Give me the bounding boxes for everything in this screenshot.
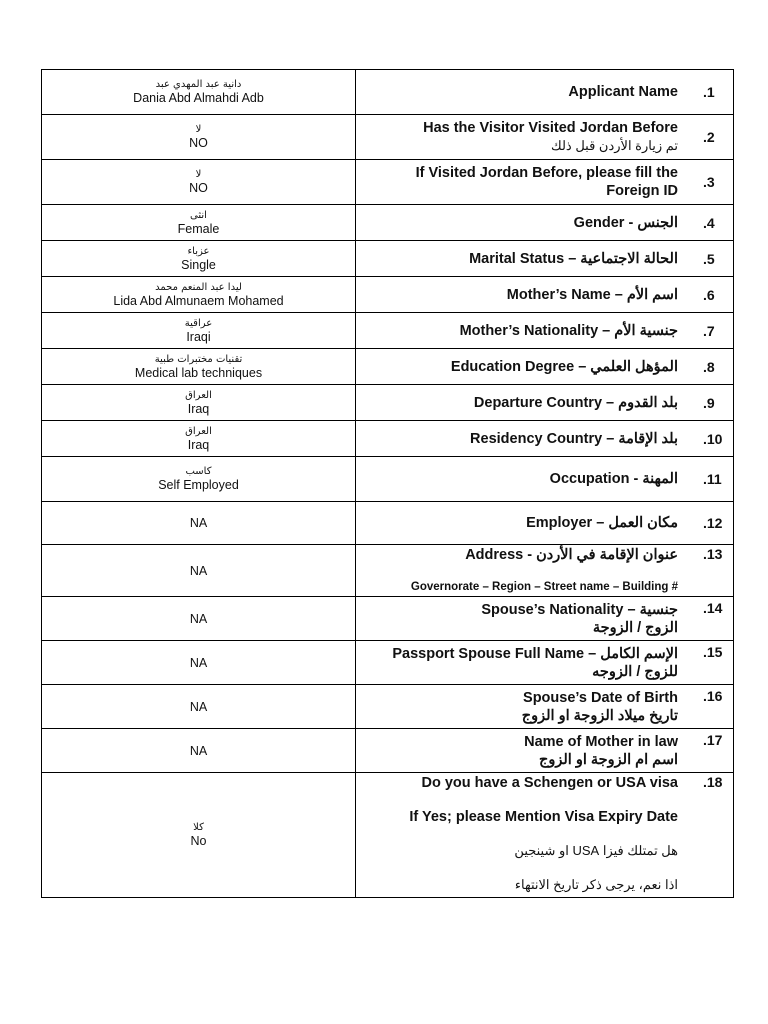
answer-value: NA xyxy=(189,699,208,714)
question-text-line-1: Do you have a Schengen or USA visa xyxy=(421,775,678,791)
question-text-line-2: الزوج / الزوجة xyxy=(592,619,678,636)
question-text-line-1: Spouse’s Date of Birth xyxy=(523,689,678,706)
question-cell xyxy=(356,385,734,421)
form-row-8 xyxy=(42,349,734,385)
answer-cell xyxy=(42,349,356,385)
form-row-15 xyxy=(42,641,734,685)
question-cell xyxy=(356,641,734,685)
form-row-18 xyxy=(42,773,734,898)
question-text: مكان العمل – Employer xyxy=(526,515,678,531)
question-cell xyxy=(356,421,734,457)
question-number: .17 xyxy=(703,732,723,748)
answer-value: NA xyxy=(189,563,208,578)
question-subtext: Governorate – Region – Street name – Building # xyxy=(410,581,678,593)
question-number: .18 xyxy=(703,774,723,790)
answer-english: Self Employed xyxy=(158,478,239,492)
question-text: الجنس - Gender xyxy=(573,214,678,231)
answer-value: NA xyxy=(189,516,208,530)
answer-cell xyxy=(42,597,356,641)
question-text: بلد القدوم – Departure Country xyxy=(473,394,678,411)
question-number: .6 xyxy=(703,286,715,303)
question-number: .8 xyxy=(703,358,715,375)
question-number: .14 xyxy=(703,600,723,616)
answer-value: NA xyxy=(189,611,208,626)
answer-arabic: ليدا عبد المنعم محمد xyxy=(155,281,242,293)
form-row-1 xyxy=(42,70,734,115)
question-cell xyxy=(356,545,734,597)
answer-cell xyxy=(42,421,356,457)
answer-arabic: لا xyxy=(195,124,202,135)
form-row-7 xyxy=(42,313,734,349)
answer-english: Medical lab techniques xyxy=(134,365,263,380)
answer-english: Dania Abd Almahdi Adb xyxy=(133,91,264,105)
question-text-line-2: اسم ام الزوجة او الزوج xyxy=(539,751,678,768)
answer-english: Female xyxy=(177,221,220,236)
answer-arabic: دانية عبد المهدي عبد xyxy=(155,79,242,90)
question-cell xyxy=(356,773,734,898)
question-text-arabic: تم زيارة الأردن قبل ذلك xyxy=(551,138,678,153)
question-cell xyxy=(356,457,734,502)
question-cell xyxy=(356,205,734,241)
question-cell xyxy=(356,349,734,385)
answer-arabic: تقنيات مختبرات طبية xyxy=(154,353,243,365)
answer-value: NA xyxy=(189,655,208,670)
form-row-16 xyxy=(42,685,734,729)
answer-arabic: العراق xyxy=(185,425,212,437)
form-row-5 xyxy=(42,241,734,277)
form-row-14 xyxy=(42,597,734,641)
form-row-6 xyxy=(42,277,734,313)
question-text-line-3: هل تمتلك فيزا USA او شينجين xyxy=(514,843,678,858)
answer-arabic: عزباء xyxy=(187,245,210,257)
question-cell xyxy=(356,502,734,545)
answer-english: Iraq xyxy=(187,401,210,416)
question-cell xyxy=(356,313,734,349)
question-text: بلد الإقامة – Residency Country xyxy=(470,430,678,447)
answer-cell xyxy=(42,385,356,421)
question-cell xyxy=(356,70,734,115)
answer-cell xyxy=(42,70,356,115)
answer-cell xyxy=(42,160,356,205)
form-row-13 xyxy=(42,545,734,597)
form-row-9 xyxy=(42,385,734,421)
question-number: .11 xyxy=(703,471,722,487)
question-text: اسم الأم – Mother’s Name xyxy=(506,286,678,303)
answer-cell xyxy=(42,205,356,241)
answer-cell xyxy=(42,685,356,729)
question-text-line-2: If Yes; please Mention Visa Expiry Date xyxy=(409,809,678,825)
answer-english: NO xyxy=(189,181,208,195)
answer-english: No xyxy=(190,834,207,848)
question-number: .2 xyxy=(703,129,715,145)
question-number: .13 xyxy=(703,546,723,562)
answer-cell xyxy=(42,457,356,502)
answer-cell xyxy=(42,277,356,313)
form-row-4 xyxy=(42,205,734,241)
question-text: Has the Visitor Visited Jordan Before xyxy=(423,120,678,136)
answer-cell xyxy=(42,729,356,773)
question-cell xyxy=(356,160,734,205)
answer-english: Iraqi xyxy=(186,329,211,344)
answer-cell xyxy=(42,641,356,685)
form-row-10 xyxy=(42,421,734,457)
form-row-11 xyxy=(42,457,734,502)
question-text-line-1: If Visited Jordan Before, please fill the xyxy=(415,165,678,181)
question-text: الحالة الاجتماعية – Marital Status xyxy=(469,250,678,267)
question-cell xyxy=(356,115,734,160)
question-text: المهنة - Occupation xyxy=(549,471,678,487)
answer-english: NO xyxy=(189,136,208,150)
question-cell xyxy=(356,685,734,729)
answer-cell xyxy=(42,545,356,597)
answer-cell xyxy=(42,773,356,898)
question-cell xyxy=(356,277,734,313)
question-text: جنسية الأم – Mother’s Nationality xyxy=(459,322,678,339)
answer-english: Iraq xyxy=(187,437,210,452)
answer-arabic: كاسب xyxy=(185,466,212,477)
question-text-line-4: اذا نعم، يرجى ذكر تاريخ الانتهاء xyxy=(514,877,678,892)
question-number: .12 xyxy=(703,515,723,531)
question-text-line-1: جنسية – Spouse’s Nationality xyxy=(481,601,678,618)
question-number: .4 xyxy=(703,214,715,231)
question-cell xyxy=(356,597,734,641)
answer-arabic: لا xyxy=(195,169,202,180)
form-row-17 xyxy=(42,729,734,773)
answer-arabic: انثى xyxy=(190,209,207,221)
question-number: .9 xyxy=(703,394,715,411)
application-form-table xyxy=(41,69,734,898)
question-number: .16 xyxy=(703,688,723,704)
answer-english: Lida Abd Almunaem Mohamed xyxy=(113,293,284,308)
question-cell xyxy=(356,729,734,773)
question-text-line-2: Foreign ID xyxy=(606,183,678,199)
question-text-line-2: للزوج / الزوجه xyxy=(592,663,678,680)
question-number: .3 xyxy=(703,174,715,190)
question-number: .1 xyxy=(703,84,715,100)
question-text: المؤهل العلمي – Education Degree xyxy=(450,358,678,375)
question-text-line-1: Name of Mother in law xyxy=(524,733,678,750)
answer-cell xyxy=(42,313,356,349)
answer-cell xyxy=(42,502,356,545)
answer-arabic: عراقية xyxy=(184,317,213,329)
answer-arabic: كلا xyxy=(193,822,204,833)
question-cell xyxy=(356,241,734,277)
answer-cell xyxy=(42,115,356,160)
question-number: .7 xyxy=(703,322,715,339)
form-row-12 xyxy=(42,502,734,545)
question-text: Applicant Name xyxy=(568,84,678,100)
question-text-line-1: الإسم الكامل – Passport Spouse Full Name xyxy=(392,645,678,662)
answer-arabic: العراق xyxy=(185,389,212,401)
question-number: .15 xyxy=(703,644,723,660)
question-number: .5 xyxy=(703,250,715,267)
question-text-line-2: تاريخ ميلاد الزوجة او الزوج xyxy=(521,707,678,724)
answer-english: Single xyxy=(181,257,216,272)
form-row-3 xyxy=(42,160,734,205)
form-row-2 xyxy=(42,115,734,160)
question-number: .10 xyxy=(703,430,723,447)
answer-cell xyxy=(42,241,356,277)
question-text: عنوان الإقامة في الأردن - Address xyxy=(465,547,678,563)
answer-value: NA xyxy=(189,743,208,758)
